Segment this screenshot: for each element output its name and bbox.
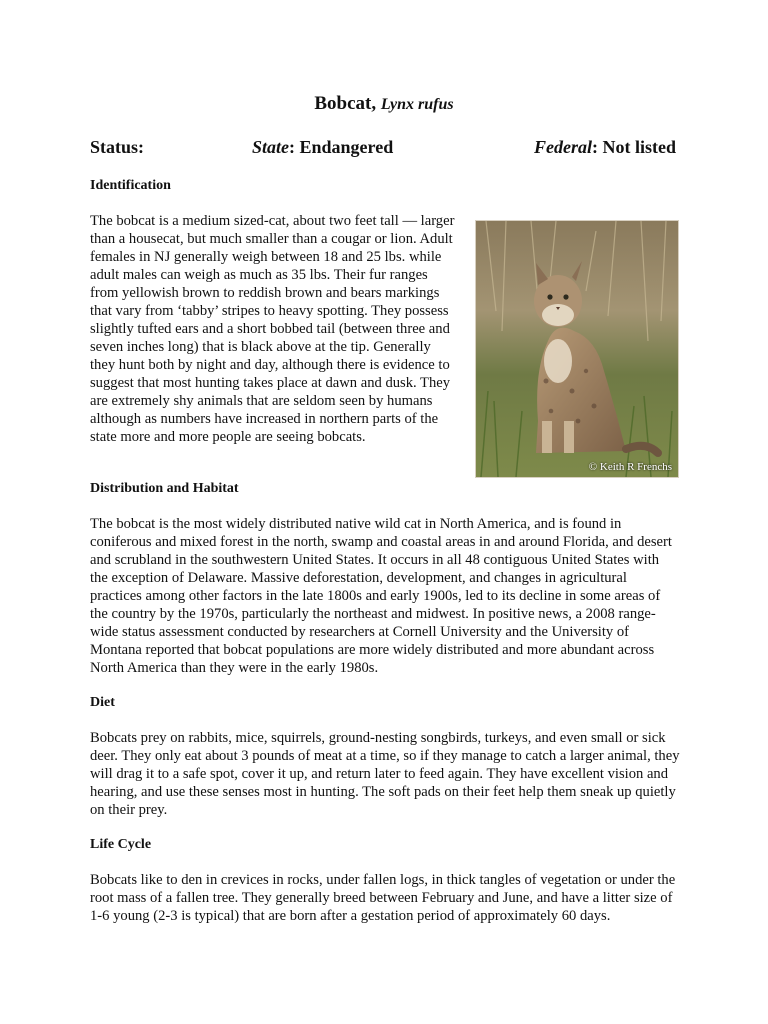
photo-credit: © Keith R Frenchs (588, 461, 672, 473)
page-title (0, 93, 768, 115)
title-separator: , (371, 93, 381, 114)
federal-status (534, 137, 676, 158)
bobcat-photo (475, 220, 679, 478)
identification-text: The bobcat is a medium sized-cat, about two feet tall — larger than a housecat, but much smaller than a cougar or lion. Adult females in NJ generally weigh between 18 and 25 lbs. while adult males can weigh as much as 35 lbs. Their fur ranges from yellowish brown to reddish brown and bears markings that vary from ‘tabby’ stripes to heavy spotting. They possess slightly tufted ears and a short bobbed tail (between three and seven inches long) that is black above at the tip. Generally they hunt both by night and day, although there is evidence to suggest that most hunting takes place at dawn and dusk. They are extremely shy animals that are seldom seen by humans although as numbers have increased in northern parts of the state more and more people are seeing bobcats. (90, 213, 455, 445)
scientific-name: Lynx rufus (380, 96, 454, 113)
state-status (252, 137, 393, 158)
state-label: State (252, 137, 290, 157)
distribution-text: The bobcat is the most widely distributed native wild cat in North America, and is found in coniferous and mixed forest in the north, swamp and coastal areas in and around Florida, and desert and scrubland in the southwestern United States. It occurs in all 48 contiguous United States with the exception of Delaware. Massive deforestation, development, and changes in agricultural practices among other factors in the late 1800s and early 1900s, led to its decline in some areas of the country by the 1970s, particularly the northeast and midwest. In positive news, a 2008 range-wide status assessment conducted by researchers at Cornell University and the University of Montana reported that bobcat populations are more widely distributed and more abundant across North America than they were in the early 1980s. (90, 516, 672, 676)
state-value: : Endangered (289, 137, 394, 157)
common-name: Bobcat (314, 93, 372, 114)
life-cycle-heading: Life Cycle (90, 837, 152, 852)
diet-heading: Diet (90, 695, 115, 710)
status-row (90, 137, 676, 161)
identification-heading: Identification (90, 178, 171, 193)
federal-value: : Not listed (592, 137, 676, 157)
federal-label: Federal (534, 137, 592, 157)
distribution-heading: Distribution and Habitat (90, 481, 239, 496)
diet-text: Bobcats prey on rabbits, mice, squirrels, ground-nesting songbirds, turkeys, and even small or sick deer. They only eat about 3 pounds of meat at a time, so if they manage to catch a larger animal, they will drag it to a safe spot, cover it up, and return later to feed again. They have excellent vision and hearing, and use these senses most in hunting. The soft pads on their feet help them sneak up quietly on their prey. (90, 730, 680, 818)
bobcat-photo-image (476, 221, 678, 477)
status-label: Status: (90, 137, 145, 157)
life-cycle-text: Bobcats like to den in crevices in rocks, under fallen logs, in thick tangles of vegetation or under the root mass of a fallen tree. They generally breed between February and June, and have a litter size of 1-6 young (2-3 is typical) that are born after a gestation period of approximately 60 days. (90, 872, 676, 924)
